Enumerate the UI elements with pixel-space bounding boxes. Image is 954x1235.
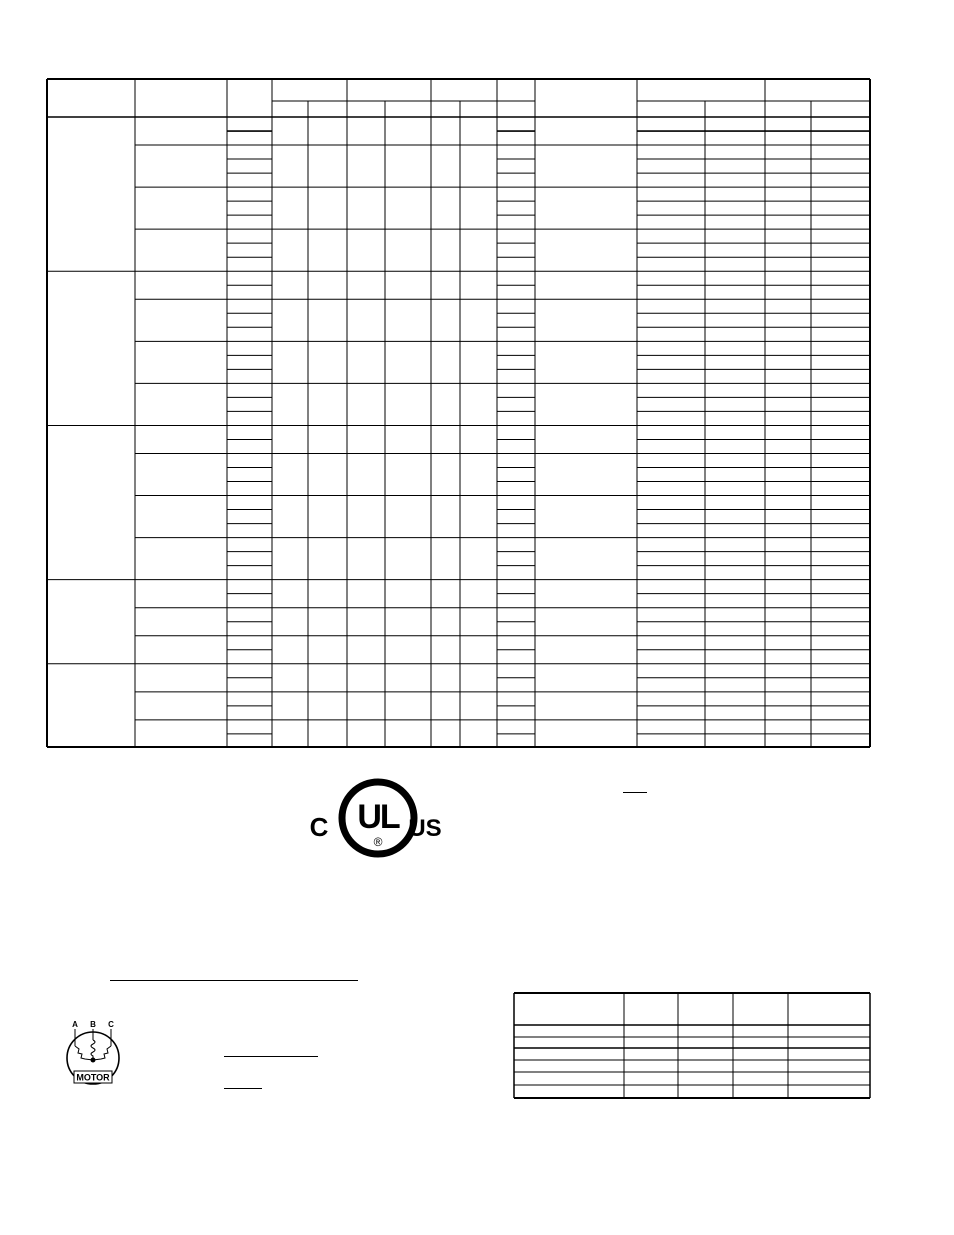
underline-motor-2	[224, 1088, 262, 1089]
winding-c	[93, 1046, 111, 1060]
winding-b	[91, 1040, 95, 1060]
terminal-b-label: B	[90, 1020, 96, 1029]
underline-short-right	[623, 792, 647, 793]
ul-letter-c: C	[309, 812, 329, 842]
ul-registered-symbol: ®	[373, 835, 383, 849]
winding-a	[75, 1046, 93, 1060]
ul-certification-mark	[305, 776, 445, 862]
terminal-a-label: A	[72, 1020, 78, 1029]
ul-letters-us: US	[408, 815, 442, 842]
motor-label: MOTOR	[76, 1072, 110, 1083]
wye-center-dot	[91, 1058, 96, 1063]
ul-letters: UL	[357, 798, 399, 836]
underline-motor-1	[224, 1056, 318, 1057]
terminal-c-label: C	[108, 1020, 114, 1029]
underline-section-heading	[110, 980, 358, 981]
motor-wiring-diagram	[60, 1016, 132, 1088]
